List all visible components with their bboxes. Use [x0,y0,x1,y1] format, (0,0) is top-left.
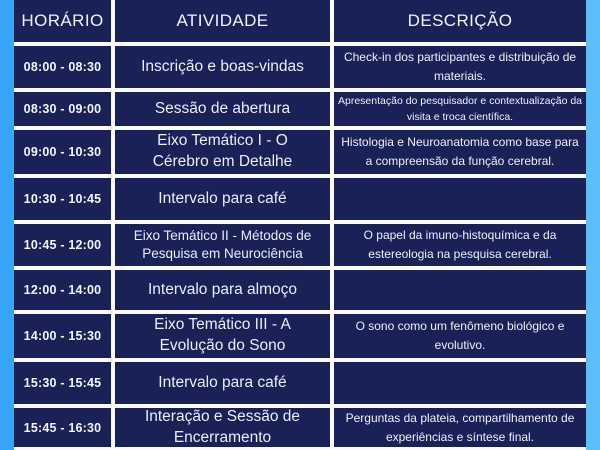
row-7-description: O sono como um fenômeno biológico e evolutivo. [334,314,586,358]
row-7-activity: Eixo Temático III - A Evolução do Sono [115,314,330,358]
row-4-activity: Intervalo para café [115,178,330,220]
row-5-description: O papel da imuno-histoquímica e da estereologia na pesquisa cerebral. [334,224,586,266]
row-5-activity: Eixo Temático II - Métodos de Pesquisa em Neurociência [115,224,330,266]
row-6-time: 12:00 - 14:00 [14,270,111,310]
row-3-description: Histologia e Neuroanatomia como base para a compreensão da função cerebral. [334,130,586,174]
column-header-descricao: DESCRIÇÃO [334,0,586,42]
row-1-time: 08:00 - 08:30 [14,46,111,88]
row-1-description: Check-in dos participantes e distribuição de materiais. [334,46,586,88]
column-header-horario: HORÁRIO [14,0,111,42]
row-8-description [334,362,586,404]
row-6-activity: Intervalo para almoço [115,270,330,310]
row-3-time: 09:00 - 10:30 [14,130,111,174]
schedule-table [14,0,586,450]
row-2-description: Apresentação do pesquisador e contextualização da visita e troca científica. [334,92,586,126]
row-8-time: 15:30 - 15:45 [14,362,111,404]
row-5-time: 10:45 - 12:00 [14,224,111,266]
row-9-activity: Interação e Sessão de Encerramento [115,408,330,447]
row-6-description [334,270,586,310]
row-9-time: 15:45 - 16:30 [14,408,111,447]
row-4-time: 10:30 - 10:45 [14,178,111,220]
row-4-description [334,178,586,220]
row-2-activity: Sessão de abertura [115,92,330,126]
row-1-activity: Inscrição e boas-vindas [115,46,330,88]
row-7-time: 14:00 - 15:30 [14,314,111,358]
row-3-activity: Eixo Temático I - O Cérebro em Detalhe [115,130,330,174]
row-8-activity: Intervalo para café [115,362,330,404]
row-9-description: Perguntas da plateia, compartilhamento de experiências e síntese final. [334,408,586,447]
column-header-atividade: ATIVIDADE [115,0,330,42]
row-2-time: 08:30 - 09:00 [14,92,111,126]
